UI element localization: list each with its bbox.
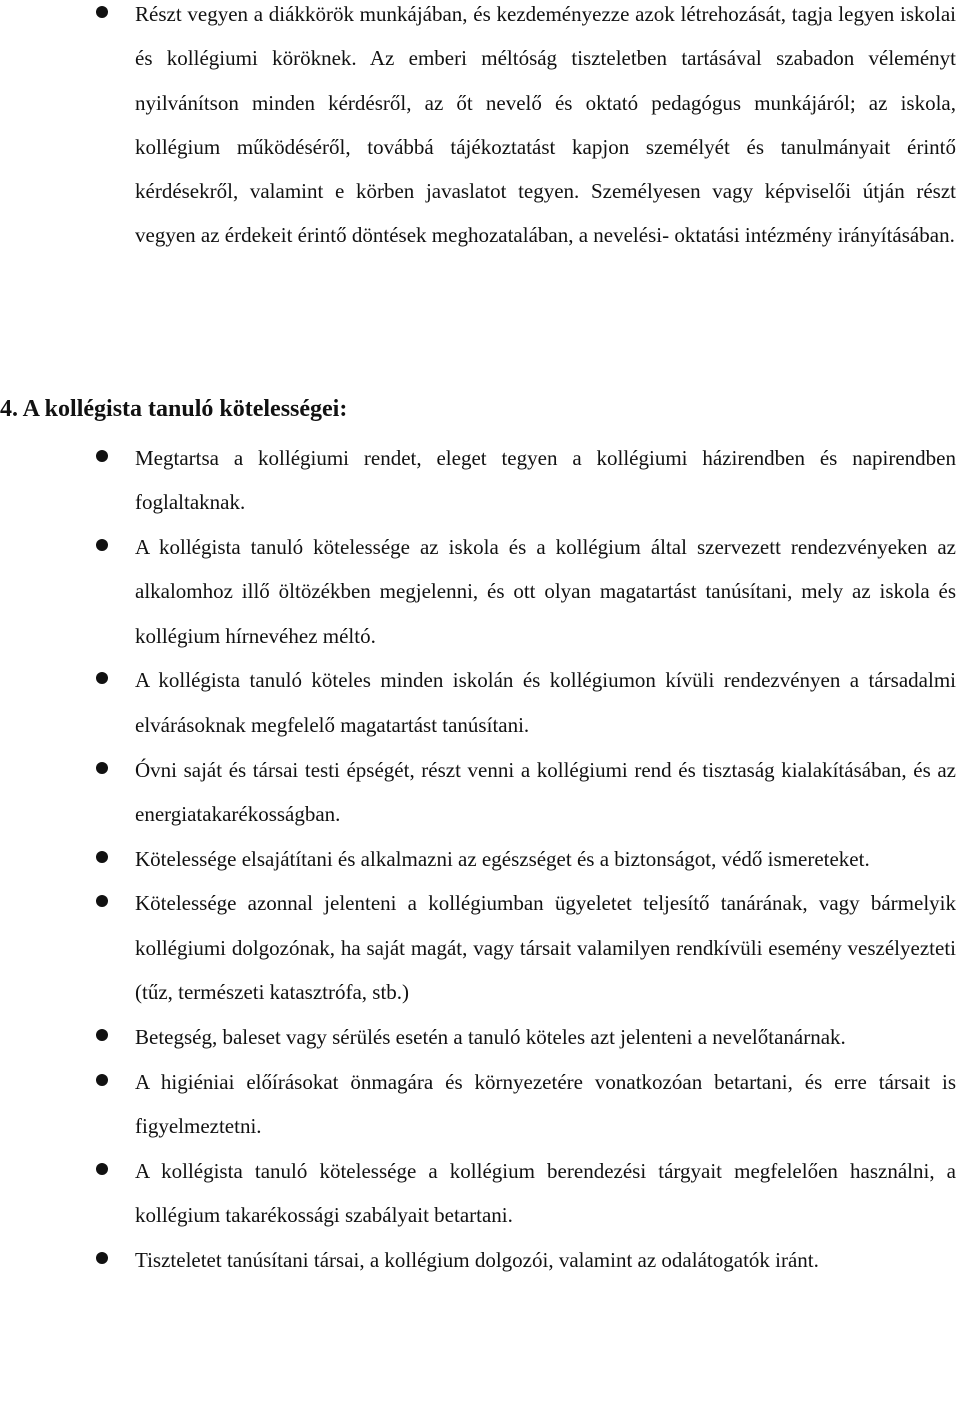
list-item-text: A kollégista tanuló köteles minden iskolán és kollégiumon kívüli rendezvényen a társadalmi elvárásoknak megfelelő magatartást tanúsítani.	[135, 668, 956, 737]
duties-section	[0, 436, 960, 1283]
bullet-icon	[96, 1252, 108, 1264]
list-item	[0, 658, 960, 747]
list-item-text: A kollégista tanuló kötelessége az iskola és a kollégium által szervezett rendezvényeken az alkalomhoz illő öltözékben megjelenni, és ott olyan magatartást tanúsítani, mely az iskola és kollégium hírnevéhez méltó.	[135, 535, 956, 648]
bullet-icon	[96, 672, 108, 684]
duties-list	[0, 436, 960, 1282]
list-item-text: Betegség, baleset vagy sérülés esetén a tanuló köteles azt jelenteni a nevelőtanárnak.	[135, 1024, 846, 1049]
list-item-text: Tiszteletet tanúsítani társai, a kollégium dolgozói, valamint az odalátogatók iránt.	[135, 1247, 819, 1272]
list-item	[0, 881, 960, 1014]
rights-list	[0, 0, 960, 258]
list-item-text: Részt vegyen a diákkörök munkájában, és kezdeményezze azok létrehozását, tagja legyen iskolai és kollégiumi köröknek. Az emberi méltóság tiszteletben tartásával szabadon véleményt nyilvánítson minden kérdésről, az őt nevelő és oktató pedagógus munkájáról; az iskola, kollégium működéséről, továbbá tájékoztatást kapjon személyét és tanulmányait érintő kérdésekről, valamint e körben javaslatot tegyen. Személyesen vagy képviselői útján részt vegyen az érdekeit érintő döntések meghozatalában, a nevelési- oktatási intézmény irányításában.	[135, 2, 956, 248]
list-item-text: A higiéniai előírásokat önmagára és környezetére vonatkozóan betartani, és erre társait is figyelmeztetni.	[135, 1069, 956, 1138]
list-item-text: Megtartsa a kollégiumi rendet, eleget tegyen a kollégiumi házirendben és napirendben foglaltaknak.	[135, 446, 956, 515]
list-item	[0, 1149, 960, 1238]
list-item	[0, 1238, 960, 1282]
section-heading: 4. A kollégista tanuló kötelességei:	[0, 396, 348, 422]
list-item	[0, 748, 960, 837]
list-item-text: Kötelessége elsajátítani és alkalmazni az egészséget és a biztonságot, védő ismereteket.	[135, 846, 870, 871]
list-item	[0, 1060, 960, 1149]
rights-section	[0, 0, 960, 258]
list-item	[0, 436, 960, 525]
list-item	[0, 1015, 960, 1059]
list-item-text: A kollégista tanuló kötelessége a kollégium berendezési tárgyait megfelelően használni, a kollégium takarékossági szabályait betartani.	[135, 1158, 956, 1228]
bullet-icon	[96, 539, 108, 551]
bullet-icon	[96, 6, 108, 18]
bullet-icon	[96, 1074, 108, 1086]
list-item-text: Kötelessége azonnal jelenteni a kollégiumban ügyeletet teljesítő tanárának, vagy bármelyik kollégiumi dolgozónak, ha saját magát, vagy társait valamilyen rendkívüli esemény veszélyezteti (tűz, természeti katasztrófa, stb.)	[135, 891, 956, 1005]
list-item-text: Óvni saját és társai testi épségét, részt venni a kollégiumi rend és tisztaság kialakításában, és az energiatakarékosságban.	[135, 757, 956, 826]
bullet-icon	[96, 1163, 108, 1175]
list-item	[0, 0, 960, 258]
bullet-icon	[96, 762, 108, 774]
bullet-icon	[96, 895, 108, 907]
bullet-icon	[96, 450, 108, 462]
bullet-icon	[96, 851, 108, 863]
list-item	[0, 837, 960, 881]
bullet-icon	[96, 1029, 108, 1041]
list-item	[0, 525, 960, 658]
